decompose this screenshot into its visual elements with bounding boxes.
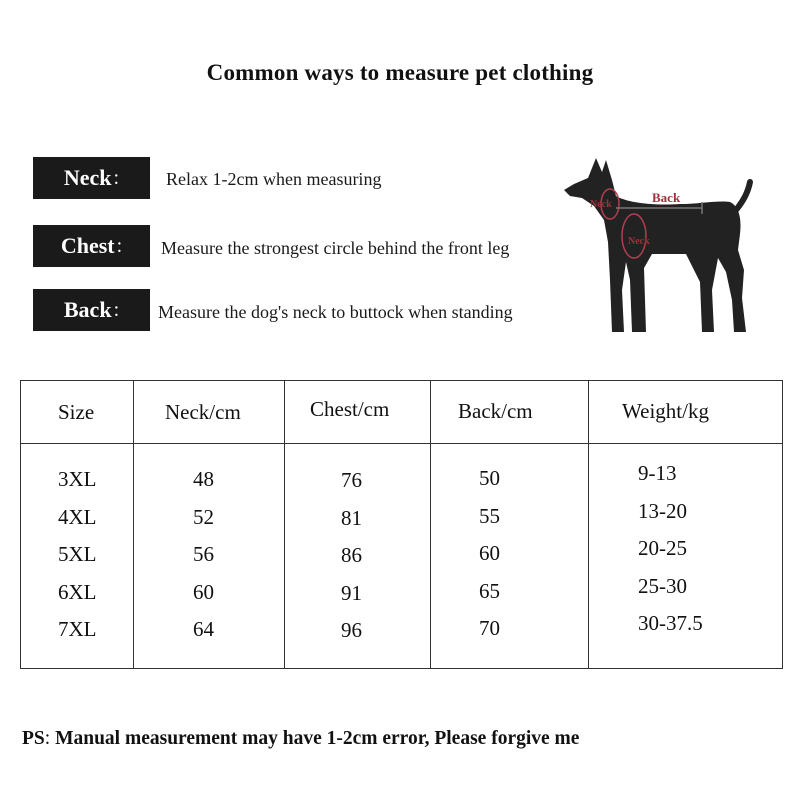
- table-divider-2: [284, 381, 285, 668]
- table-cell-weight: 20-25: [638, 536, 687, 560]
- table-cell-back: 70: [479, 616, 500, 640]
- table-cell-chest: 91: [341, 580, 362, 605]
- header-weight: Weight/kg: [622, 399, 709, 423]
- back-column: [479, 460, 500, 648]
- diagram-back-label: Back: [652, 190, 681, 205]
- header-back: Back/cm: [458, 399, 533, 423]
- weight-column: [638, 455, 703, 643]
- chest-label: Chest: [60, 233, 115, 258]
- table-cell-weight: 30-37.5: [638, 611, 703, 635]
- header-chest: Chest/cm: [310, 397, 390, 421]
- size-column: [58, 461, 97, 649]
- table-divider-3: [430, 381, 431, 668]
- table-cell-neck: 56: [193, 542, 214, 566]
- table-cell-neck: 64: [193, 617, 214, 641]
- table-cell-back: 65: [479, 578, 500, 603]
- chest-colon: :: [116, 234, 123, 257]
- neck-column: [193, 461, 214, 649]
- table-header-divider: [21, 443, 782, 444]
- table-cell-neck: 52: [193, 504, 214, 529]
- dog-silhouette: [564, 158, 746, 332]
- table-cell-weight: 25-30: [638, 573, 687, 598]
- table-cell-weight: 13-20: [638, 498, 687, 523]
- header-size: Size: [58, 400, 95, 424]
- footer-prefix: PS: [22, 728, 45, 749]
- table-cell-neck: 60: [193, 579, 214, 604]
- table-cell-chest: 96: [341, 618, 362, 642]
- chest-description: Measure the strongest circle behind the front leg: [161, 238, 510, 258]
- table-cell-chest: 86: [341, 543, 362, 567]
- table-cell-weight: 9-13: [638, 461, 677, 485]
- table-divider-4: [588, 381, 589, 668]
- header-neck: Neck/cm: [165, 400, 241, 424]
- table-cell-back: 55: [479, 503, 500, 528]
- neck-description: Relax 1-2cm when measuring: [166, 169, 382, 189]
- table-cell-size: 5XL: [58, 542, 97, 566]
- chest-label-box: [33, 225, 150, 267]
- table-cell-size: 6XL: [58, 579, 97, 604]
- footer-colon: :: [44, 728, 51, 749]
- neck-label-box: [33, 157, 150, 199]
- table-cell-chest: 76: [341, 468, 362, 492]
- table-cell-chest: 81: [341, 505, 362, 530]
- dog-tail: [736, 182, 750, 210]
- footer-note: [22, 728, 579, 750]
- table-cell-size: 7XL: [58, 617, 97, 641]
- page-title: Common ways to measure pet clothing: [206, 60, 594, 85]
- back-colon: :: [113, 298, 120, 321]
- table-divider-1: [133, 381, 134, 668]
- table-cell-size: 4XL: [58, 504, 97, 529]
- dog-measurement-diagram: [560, 150, 760, 340]
- table-cell-back: 50: [479, 466, 500, 490]
- neck-label: Neck: [63, 165, 112, 190]
- back-description: Measure the dog's neck to buttock when standing: [158, 302, 513, 322]
- neck-colon: :: [113, 166, 120, 189]
- diagram-neck-label: Neck: [590, 199, 612, 210]
- table-cell-neck: 48: [193, 467, 214, 491]
- table-cell-back: 60: [479, 541, 500, 565]
- chest-column: [341, 462, 362, 650]
- diagram-chest-label: Neck: [628, 236, 650, 247]
- footer-text: Manual measurement may have 1-2cm error, Please forgive me: [55, 728, 580, 749]
- back-label-box: [33, 289, 150, 331]
- back-label: Back: [63, 297, 112, 322]
- table-cell-size: 3XL: [58, 467, 97, 491]
